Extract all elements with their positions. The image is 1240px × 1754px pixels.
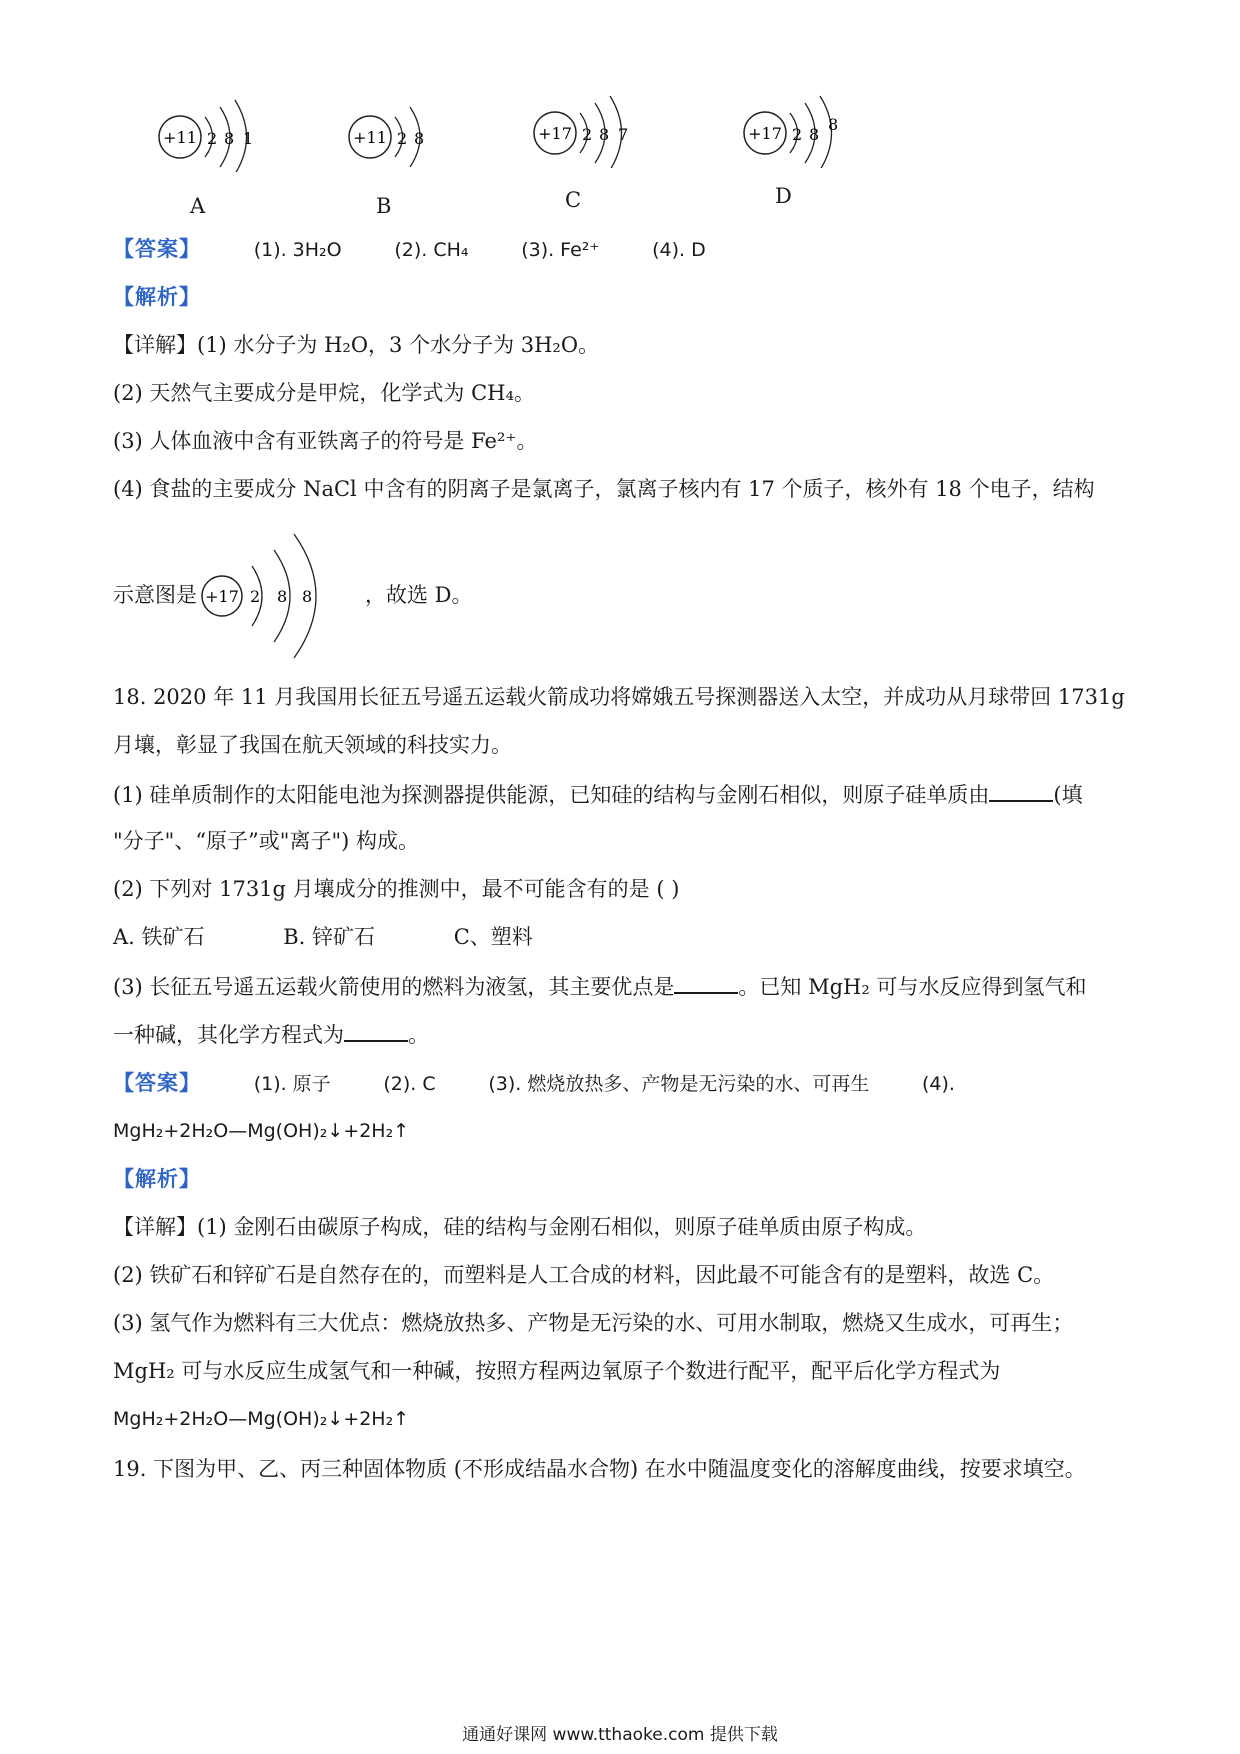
shell-count: 8 (302, 587, 313, 606)
atom-structure-svg (150, 92, 270, 172)
option-a: A. 铁矿石 (113, 925, 205, 949)
shell-count: 8 (414, 129, 425, 148)
sub-question-1-cont: "分子"、“原子”或"离子") 构成。 (113, 829, 419, 853)
detail-line: MgH₂ 可与水反应生成氢气和一种碱，按照方程两边氧原子个数进行配平，配平后化学方程式为 (113, 1359, 1001, 1383)
shell-count: 1 (243, 129, 254, 148)
analysis-tag: 【解析】 (113, 285, 201, 309)
answer-item: (2). C (383, 1073, 436, 1095)
answer-blank[interactable] (989, 778, 1053, 802)
analysis-line-q17 (113, 282, 201, 312)
sub-question-text: (填 (1053, 783, 1083, 807)
nucleus-label: +11 (163, 128, 197, 147)
sub-question-text: 。 (408, 1023, 429, 1047)
atom-structure-svg (735, 88, 865, 168)
answer-equation: MgH₂+2H₂O—Mg(OH)₂↓+2H₂↑ (113, 1120, 410, 1142)
shell-count: 2 (250, 587, 261, 606)
diagram-label: D (775, 184, 792, 208)
answer-item: (1). 原子 (253, 1073, 331, 1095)
detail-line: 【详解】(1) 水分子为 H₂O，3 个水分子为 3H₂O。 (113, 333, 600, 357)
nucleus-label: +17 (538, 124, 572, 143)
detail-line: (3) 人体血液中含有亚铁离子的符号是 Fe²⁺。 (113, 429, 538, 453)
question-stem: 月壤，彰显了我国在航天领域的科技实力。 (113, 733, 512, 757)
diagram-suffix: ，故选 D。 (365, 583, 473, 607)
atom-diagram-a (150, 92, 270, 218)
detail-line: (2) 天然气主要成分是甲烷，化学式为 CH₄。 (113, 381, 535, 405)
shell-count: 2 (582, 125, 593, 144)
sub-question-3-cont (113, 1018, 429, 1050)
atom-diagram-c (525, 88, 655, 212)
shell-count: 7 (618, 125, 629, 144)
diagram-label: C (565, 188, 582, 212)
shell-count: 2 (792, 125, 803, 144)
option-b: B. 锌矿石 (283, 925, 376, 949)
question-stem: 19. 下图为甲、乙、丙三种固体物质 (不形成结晶水合物) 在水中随温度变化的溶解度曲线，按要求填空。 (113, 1457, 1086, 1481)
question-stem: 18. 2020 年 11 月我国用长征五号遥五运载火箭成功将嫦娥五号探测器送入太空，并成功从月球带回 1731g (113, 685, 1125, 709)
answer-line-q18 (113, 1068, 955, 1099)
nucleus-label: +17 (205, 587, 239, 606)
nucleus-label: +11 (353, 128, 387, 147)
detail-line: (4) 食盐的主要成分 NaCl 中含有的阴离子是氯离子，氯离子核内有 17 个质子，核外有 18 个电子，结构 (113, 477, 1095, 501)
answer-item: (1). 3H₂O (253, 239, 342, 261)
diagram-prefix: 示意图是 (113, 583, 197, 607)
answer-blank[interactable] (344, 1018, 408, 1042)
shell-count: 8 (599, 125, 610, 144)
shell-count: 8 (828, 115, 839, 134)
shell-count: 2 (397, 129, 408, 148)
shell-count: 8 (277, 587, 288, 606)
detail-equation: MgH₂+2H₂O—Mg(OH)₂↓+2H₂↑ (113, 1408, 410, 1430)
sub-question-text: (3) 长征五号遥五运载火箭使用的燃料为液氢，其主要优点是 (113, 975, 675, 999)
analysis-line-q18 (113, 1164, 201, 1194)
shell-count: 8 (809, 125, 820, 144)
sub-question-2: (2) 下列对 1731g 月壤成分的推测中，最不可能含有的是 ( ) (113, 877, 680, 901)
sub-question-text: (1) 硅单质制作的太阳能电池为探测器提供能源，已知硅的结构与金刚石相似，则原子硅单质由 (113, 783, 990, 807)
answer-blank[interactable] (674, 970, 738, 994)
atom-structure-svg (340, 92, 460, 172)
atom-diagram-d (735, 88, 865, 208)
detail-line: (2) 铁矿石和锌矿石是自然存在的，而塑料是人工合成的材料，因此最不可能含有的是塑料，故选 C。 (113, 1263, 1055, 1287)
sub-question-3 (113, 970, 1086, 1002)
answer-tag: 【答案】 (113, 1071, 201, 1095)
detail-line: (3) 氢气作为燃料有三大优点：燃烧放热多、产物是无污染的水、可用水制取，燃烧又生成水，可再生； (113, 1311, 1074, 1335)
answer-line-q17 (113, 234, 706, 265)
sub-question-text: 一种碱，其化学方程式为 (113, 1023, 344, 1047)
nucleus-label: +17 (748, 124, 782, 143)
shell-count: 8 (224, 129, 235, 148)
answer-item: (2). CH₄ (394, 239, 469, 261)
diagram-label: B (376, 194, 392, 218)
diagram-sentence (113, 580, 197, 610)
answer-item: (4). D (652, 239, 706, 261)
page-footer: 通通好课网 www.tthaoke.com 提供下载 (462, 1725, 778, 1745)
shell-count: 2 (207, 129, 218, 148)
answer-tag: 【答案】 (113, 237, 201, 261)
atom-structure-svg (525, 88, 655, 168)
sub-question-1 (113, 778, 1083, 810)
analysis-tag: 【解析】 (113, 1167, 201, 1191)
option-c: C、塑料 (453, 925, 533, 949)
detail-line: 【详解】(1) 金刚石由碳原子构成，硅的结构与金刚石相似，则原子硅单质由原子构成。 (113, 1215, 927, 1239)
atom-diagram-b (340, 92, 460, 218)
diagram-label: A (190, 194, 206, 218)
options-row (113, 922, 605, 952)
answer-item: (3). 燃烧放热多、产物是无污染的水、可再生 (488, 1073, 870, 1095)
inline-ion-diagram (198, 530, 348, 660)
answer-item: (3). Fe²⁺ (521, 239, 600, 261)
sub-question-text: 。已知 MgH₂ 可与水反应得到氢气和 (738, 975, 1087, 999)
ion-structure-svg (198, 530, 348, 660)
answer-item: (4). (922, 1073, 955, 1095)
